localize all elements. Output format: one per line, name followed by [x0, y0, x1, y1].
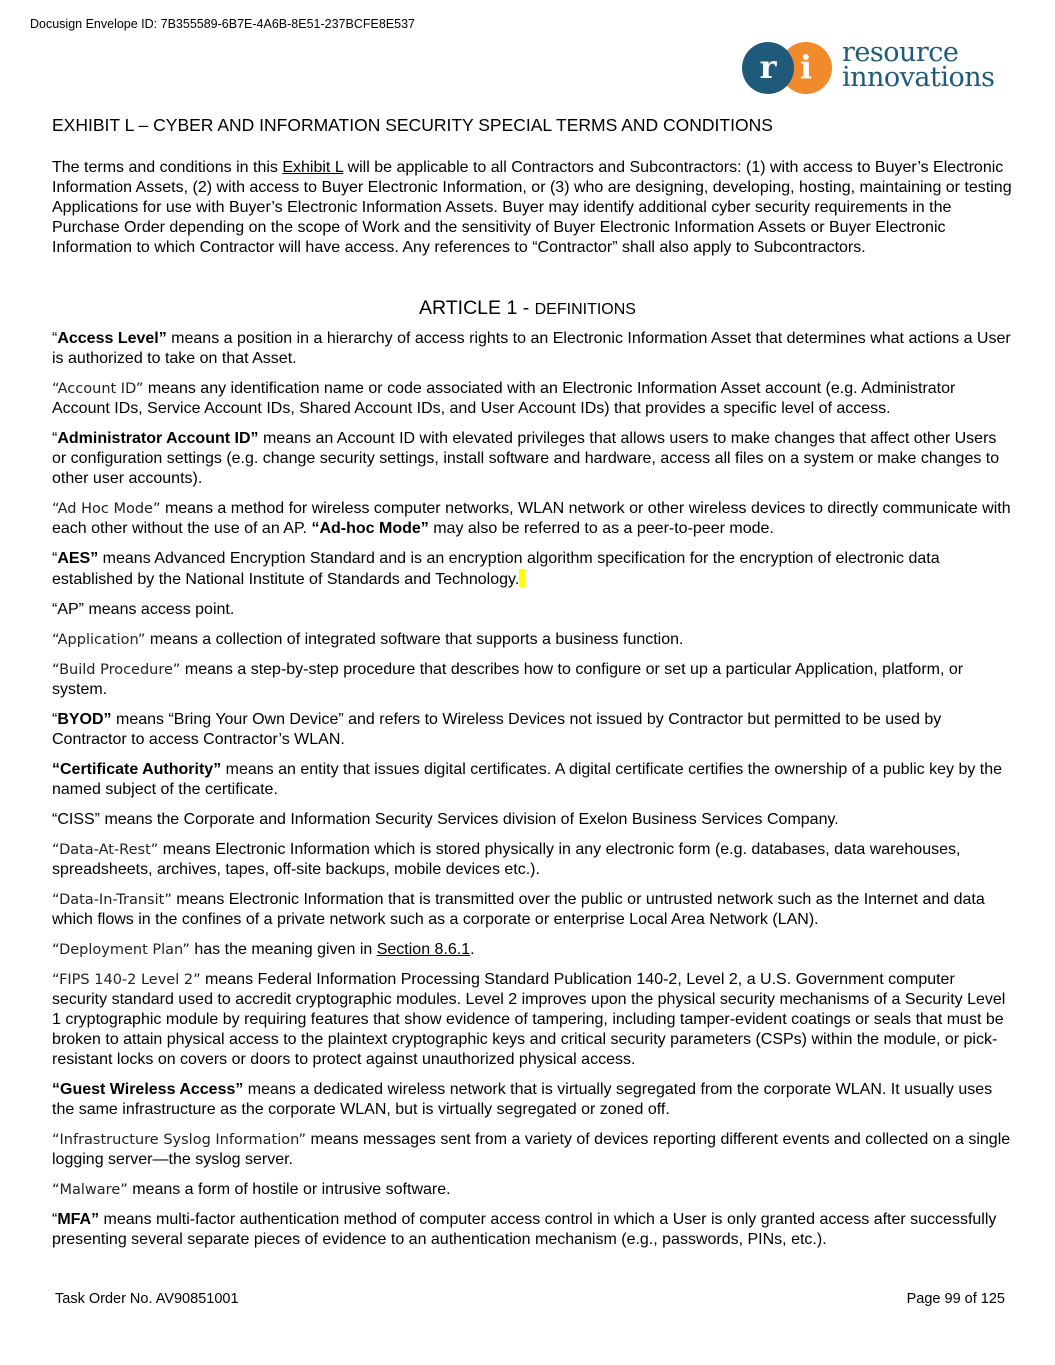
- definition-text-2: may also be referred to as a peer-to-peer mode.: [428, 520, 774, 537]
- definition-byod: [52, 710, 1012, 750]
- footer-page-number: Page 99 of 125: [906, 1291, 1005, 1307]
- intro-pre: The terms and conditions in this: [52, 159, 283, 176]
- definition-deployment-plan: [52, 940, 1012, 960]
- definition-text: means any identification name or code associated with an Electronic Information Asset account (e.g. Administrator Account IDs, Service Account IDs, Shared Account IDs, and User Account IDs) that provides a specific level of access.: [52, 380, 956, 417]
- term: “Certificate Authority”: [52, 761, 222, 778]
- definition-text: means Electronic Information that is transmitted over the public or untrusted network such as the Internet and data which flows in the confines of a private network such as a corporate or enterprise Local Area Network (LAN).: [52, 891, 985, 928]
- definition-text: has the meaning given in: [189, 941, 377, 958]
- term: “Ad Hoc Mode”: [52, 501, 161, 517]
- logo-wordmark: [842, 37, 995, 93]
- docusign-envelope-id: Docusign Envelope ID: 7B355589-6B7E-4A6B-8E51-237BCFE8E537: [30, 17, 415, 31]
- definition-data-in-transit: [52, 890, 1012, 930]
- intro-paragraph: [52, 158, 1012, 258]
- highlight-marker: [519, 569, 525, 587]
- term: “Malware”: [52, 1182, 128, 1198]
- definition-mfa: [52, 1210, 1012, 1250]
- definition-ad-hoc-mode: [52, 499, 1012, 539]
- term: “Data-At-Rest”: [52, 842, 159, 858]
- intro-post: will be applicable to all Contractors and Subcontractors: (1) with access to Buyer’s Electronic Information Assets, (2) with access to Buyer Electronic Information, or (3) who are designing, developing, hosting, maintaining or testing Applications for use with Buyer’s Electronic Information Assets. Buyer may identify additional cyber security requirements in the Purchase Order depending on the scope of Work and the sensitivity of Buyer Electronic Information Assets or Buyer Electronic Information to which Contractor will have access. Any references to “Contractor” shall also apply to Subcontractors.: [52, 159, 1012, 256]
- definition-text: means a method for wireless computer networks, WLAN network or other wireless devices to directly communicate with each other without the use of an AP.: [52, 500, 1011, 537]
- definition-text: means a dedicated wireless network that is virtually segregated from the corporate WLAN. It usually uses the same infrastructure as the corporate WLAN, but is virtually segregated or zoned off.: [52, 1081, 993, 1118]
- definition-text: means Federal Information Processing Standard Publication 140-2, Level 2, a U.S. Government computer security standard used to accredit cryptographic modules. Level 2 improves upon the physical security mechanisms of a Security Level 1 cryptographic module by requiring features that show evidence of tampering, including tamper-evident coatings or seals that must be broken to attain physical access to the plaintext cryptographic keys and critical security parameters (CSPs) within the module, or pick-resistant locks on covers or doors to protect against unauthorized physical access.: [52, 971, 1006, 1068]
- footer-task-order: Task Order No. AV90851001: [55, 1291, 239, 1307]
- term: Administrator Account ID”: [57, 430, 259, 447]
- definition-text: means Advanced Encryption Standard and is an encryption algorithm specification for the encryption of electronic data established by the National Institute of Standards and Technology.: [52, 550, 940, 588]
- definition-text: “AP” means access point.: [52, 601, 235, 618]
- term-alt: “Ad-hoc Mode”: [311, 520, 429, 537]
- definition-account-id: [52, 379, 1012, 419]
- definition-text: means a collection of integrated software that supports a business function.: [145, 631, 684, 648]
- term: “Build Procedure”: [52, 662, 181, 678]
- definition-malware: [52, 1180, 1012, 1200]
- quote-mark: “: [52, 430, 58, 447]
- definition-certificate-authority: [52, 760, 1012, 800]
- term: Access Level”: [57, 330, 167, 347]
- definition-text: means a position in a hierarchy of access rights to an Electronic Information Asset that determines what actions a User is authorized to take on that Asset.: [52, 330, 1011, 367]
- term: “Infrastructure Syslog Information”: [52, 1132, 307, 1148]
- term: “Data-In-Transit”: [52, 892, 172, 908]
- term: “Application”: [52, 632, 146, 648]
- logo-line-2: innovations: [842, 62, 995, 93]
- definition-access-level: [52, 329, 1012, 369]
- definition-guest-wireless-access: [52, 1080, 1012, 1120]
- term: AES”: [57, 550, 99, 567]
- definitions-list: [52, 329, 1012, 1260]
- term: “FIPS 140-2 Level 2”: [52, 972, 201, 988]
- definition-text-end: .: [470, 941, 475, 958]
- definition-text: means an entity that issues digital certificates. A digital certificate certifies the ownership of a public key by the named subject of the certificate.: [52, 761, 1003, 798]
- quote-mark: “: [52, 711, 58, 728]
- definition-ciss: [52, 810, 1012, 830]
- term: “Account ID”: [52, 381, 144, 397]
- definition-administrator-account-id: [52, 429, 1012, 489]
- definition-text: means messages sent from a variety of devices reporting different events and collected on a single logging server—the syslog server.: [52, 1131, 1011, 1168]
- definition-data-at-rest: [52, 840, 1012, 880]
- definition-fips-140-2: [52, 970, 1012, 1070]
- definition-text: means a step-by-step procedure that describes how to configure or set up a particular Application, platform, or system.: [52, 661, 964, 698]
- section-8-6-1-link[interactable]: Section 8.6.1: [376, 941, 471, 958]
- quote-mark: “: [52, 330, 58, 347]
- article-heading: [0, 297, 1055, 320]
- definition-text: “CISS” means the Corporate and Information Security Services division of Exelon Business Services Company.: [52, 811, 839, 828]
- exhibit-title: EXHIBIT L – CYBER AND INFORMATION SECURITY SPECIAL TERMS AND CONDITIONS: [52, 115, 773, 135]
- definition-aes: [52, 549, 1012, 590]
- definition-ap: [52, 600, 1012, 620]
- definition-text: means a form of hostile or intrusive software.: [127, 1181, 451, 1198]
- definition-text: means Electronic Information which is stored physically in any electronic form (e.g. databases, data warehouses, spreadsheets, archives, tapes, off-site backups, mobile devices etc.).: [52, 841, 961, 878]
- term: “Deployment Plan”: [52, 942, 190, 958]
- definition-infrastructure-syslog: [52, 1130, 1012, 1170]
- logo-line-1: resource: [842, 37, 959, 68]
- definition-build-procedure: [52, 660, 1012, 700]
- logo-i-circle: i: [780, 42, 832, 94]
- article-title: DEFINITIONS: [534, 301, 636, 318]
- quote-mark: “: [52, 550, 58, 567]
- exhibit-l-link[interactable]: Exhibit L: [282, 159, 344, 176]
- logo-r-circle: r: [742, 42, 794, 94]
- term: BYOD”: [57, 711, 112, 728]
- definition-text: means “Bring Your Own Device” and refers to Wireless Devices not issued by Contractor but permitted to be used by Contractor to access Contractor’s WLAN.: [52, 711, 942, 748]
- article-number: ARTICLE 1 -: [419, 297, 535, 319]
- definition-text: means an Account ID with elevated privileges that allows users to make changes that affect other Users or configuration settings (e.g. change security settings, install software and hardware, access all files on a system or make changes to other user accounts).: [52, 430, 1000, 487]
- term: MFA”: [57, 1211, 100, 1228]
- resource-innovations-logo: [740, 37, 1015, 98]
- definition-application: [52, 630, 1012, 650]
- term: “Guest Wireless Access”: [52, 1081, 244, 1098]
- definition-text: means multi-factor authentication method of computer access control in which a User is only granted access after successfully presenting several separate pieces of evidence to an authentication mechanism (e.g., passwords, PINs, etc.).: [52, 1211, 997, 1248]
- quote-mark: “: [52, 1211, 58, 1228]
